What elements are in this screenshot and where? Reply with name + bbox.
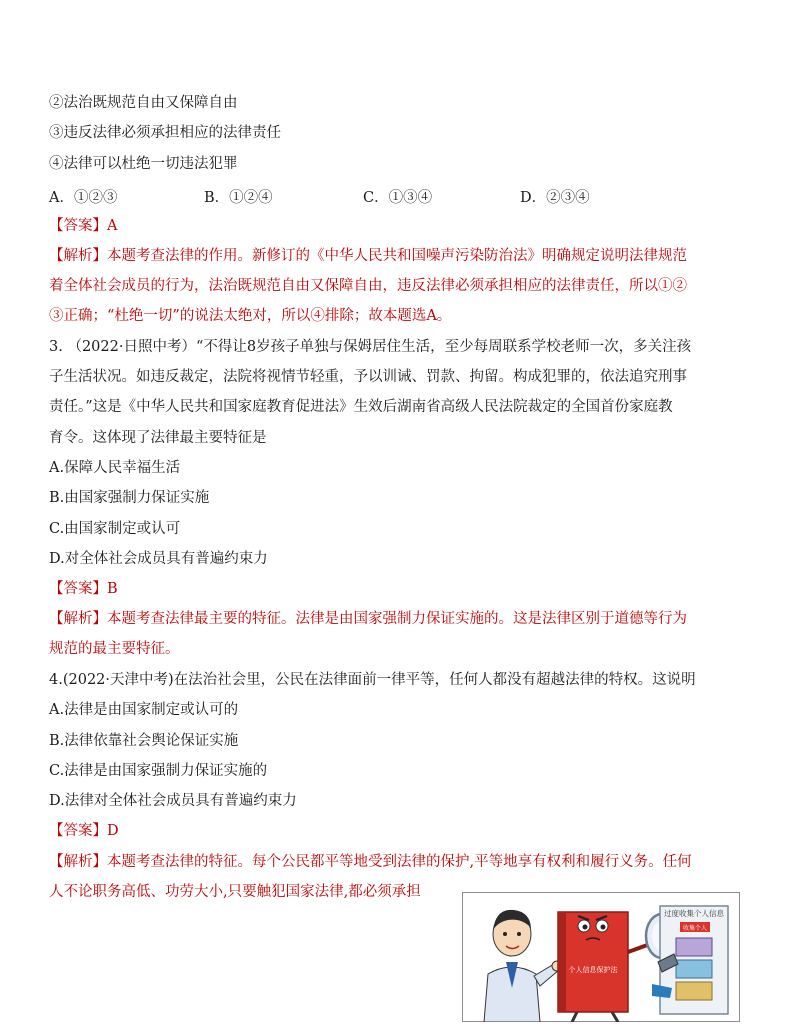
q4-answer <box>49 821 119 841</box>
q2-analysis-line-1 <box>49 246 687 266</box>
cartoon-illustration <box>462 892 740 1022</box>
analysis-text: 本题考查法律的特征。每个公民都平等地受到法律的保护,平等地享有权利和履行义务。任何 <box>107 854 692 870</box>
screen-label: 过度收集个人信息 <box>664 909 724 918</box>
q2-option-d: D．②③④ <box>520 190 590 206</box>
q2-statement-4: ④法律可以杜绝一切违法犯罪 <box>49 156 238 172</box>
analysis-text: 本题考查法律最主要的特征。法律是由国家强制力保证实施的。这是法律区别于道德等行为 <box>107 611 687 627</box>
analysis-label: 【解析】 <box>49 248 107 264</box>
q3-analysis-line-1 <box>49 609 687 629</box>
book-label: 个人信息保护法 <box>568 966 618 974</box>
q4-option-c: C.法律是由国家强制力保证实施的 <box>49 763 268 779</box>
q2-option-a: A．①②③ <box>49 190 118 206</box>
analysis-label: 【解析】 <box>49 854 107 870</box>
answer-label: 【答案】 <box>49 823 107 839</box>
answer-value: B <box>107 581 118 597</box>
q4-option-b: B.法律依靠社会舆论保证实施 <box>49 733 239 749</box>
q3-stem-line-3: 责任。”这是《中华人民共和国家庭教育促进法》生效后湖南省高级人民法院裁定的全国首份家庭教 <box>49 399 673 415</box>
q2-analysis-line-3: ③正确；“杜绝一切”的说法太绝对，所以④排除；故本题选A。 <box>49 308 452 324</box>
q3-option-b: B.由国家强制力保证实施 <box>49 490 210 506</box>
q3-option-d: D.对全体社会成员具有普遍约束力 <box>49 551 268 567</box>
q3-stem-line-1: 3. （2022·日照中考）“不得让8岁孩子单独与保姆居住生活，至少每周联系学校老师一次，多关注孩 <box>49 339 692 355</box>
analysis-text: 本题考查法律的作用。新修订的《中华人民共和国噪声污染防治法》明确规定说明法律规范 <box>107 248 687 264</box>
answer-value: D <box>107 823 119 839</box>
answer-label: 【答案】 <box>49 581 107 597</box>
answer-value: A <box>107 218 118 234</box>
q3-option-c: C.由国家制定或认可 <box>49 521 181 537</box>
q4-option-d: D.法律对全体社会成员具有普遍约束力 <box>49 793 297 809</box>
q4-analysis-line-2: 人不论职务高低、功劳大小,只要触犯国家法律,都必须承担 <box>49 884 421 900</box>
q2-statement-3: ③违反法律必须承担相应的法律责任 <box>49 125 281 141</box>
q2-options <box>49 186 749 206</box>
q3-stem-line-2: 子生活状况。如违反裁定，法院将视情节轻重，予以训诫、罚款、拘留。构成犯罪的，依法追究刑事 <box>49 369 687 385</box>
q4-option-a: A.法律是由国家制定或认可的 <box>49 702 239 718</box>
answer-label: 【答案】 <box>49 218 107 234</box>
analysis-label: 【解析】 <box>49 611 107 627</box>
q3-analysis-line-2: 规范的最主要特征。 <box>49 641 180 657</box>
q3-answer <box>49 579 118 599</box>
q2-analysis-line-2: 着全体社会成员的行为，法治既规范自由又保障自由，违反法律必须承担相应的法律责任，所以①② <box>49 278 687 294</box>
q2-statement-2: ②法治既规范自由又保障自由 <box>49 95 238 111</box>
q3-option-a: A.保障人民幸福生活 <box>49 460 181 476</box>
q2-answer <box>49 216 117 236</box>
q4-stem: 4.(2022·天津中考)在法治社会里，公民在法律面前一律平等，任何人都没有超越法律的特权。这说明 <box>49 672 696 688</box>
phone-screen <box>652 906 728 1014</box>
q2-option-b: B．①②④ <box>204 190 273 206</box>
q2-option-c: C．①③④ <box>363 190 433 206</box>
q4-analysis-line-1 <box>49 852 692 872</box>
screen-tag: 收集个人 <box>682 925 708 932</box>
q3-stem-line-4: 育令。这体现了法律最主要特征是 <box>49 430 267 446</box>
